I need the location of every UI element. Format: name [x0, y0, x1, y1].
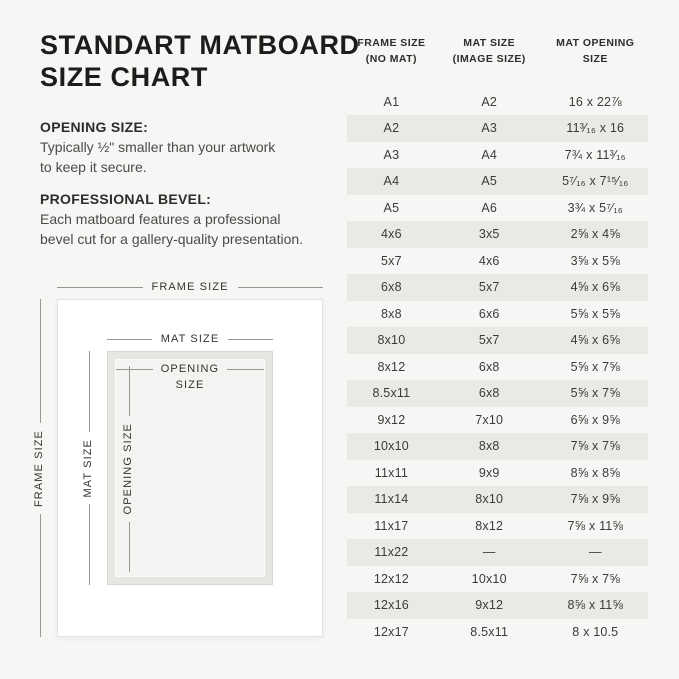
mat-size-cell: A3 — [481, 121, 498, 136]
table-row — [347, 433, 648, 460]
frame-size-cell: 11x22 — [374, 545, 409, 560]
professional-bevel-text-line2: bevel cut for a gallery-quality presentation. — [40, 230, 304, 247]
diagram-frame-size-label-left — [28, 299, 52, 637]
frame-size-cell: 8x8 — [381, 306, 402, 321]
mat-size-cell: A4 — [481, 147, 498, 162]
mat-opening-size-cell: 7⅝ x 11⅝ — [567, 518, 624, 533]
table-row — [347, 274, 648, 301]
frame-size-cell: 11x17 — [374, 518, 409, 533]
mat-size-cell: A6 — [481, 200, 498, 215]
mat-opening-size-cell: 5⅝ x 7⅝ — [570, 359, 620, 374]
mat-size-cell: 8.5x11 — [470, 624, 509, 639]
table-row — [347, 301, 648, 328]
diagram-mat-size-label-top — [107, 333, 273, 345]
table-row — [347, 89, 648, 116]
measure-line-vertical — [89, 351, 90, 432]
frame-size-cell: A2 — [383, 121, 400, 136]
frame-size-cell: A5 — [383, 200, 400, 215]
measure-line-vertical — [40, 299, 41, 423]
table-row — [347, 407, 648, 434]
measure-line — [227, 369, 264, 370]
measure-line-vertical — [129, 366, 130, 416]
mat-opening-size-cell: 2⅝ x 4⅝ — [570, 227, 620, 242]
frame-size-cell: 8x12 — [377, 359, 406, 374]
frame-size-cell: A3 — [383, 147, 400, 162]
table-row — [347, 486, 648, 513]
mat-opening-size-cell: 8⅝ x 8⅝ — [570, 465, 620, 480]
mat-size-cell: 8x10 — [475, 492, 504, 507]
mat-opening-size-cell: 5⁷⁄₁₆ x 7¹⁵⁄₁₆ — [562, 174, 629, 189]
frame-size-cell: 12x16 — [373, 598, 409, 613]
mat-size-cell: 6x8 — [478, 386, 500, 401]
professional-bevel-text — [40, 210, 340, 250]
header-mat-opening-line1: MAT OPENING — [556, 37, 635, 49]
table-row — [347, 115, 648, 142]
mat-opening-size-cell: 3¾ x 5⁷⁄₁₆ — [567, 200, 623, 215]
frame-size-cell: 10x10 — [373, 439, 409, 454]
frame-size-label-vertical-text: FRAME SIZE — [33, 429, 46, 507]
mat-opening-size-cell: 8⅝ x 11⅝ — [567, 598, 624, 613]
header-mat-opening-size — [543, 36, 648, 68]
header-mat-size — [436, 36, 543, 68]
mat-opening-size-cell: 5⅝ x 7⅝ — [570, 386, 620, 401]
opening-size-note — [40, 119, 340, 178]
measure-line-vertical — [129, 522, 130, 572]
mat-opening-size-cell: 5⅝ x 5⅝ — [570, 306, 620, 321]
mat-size-cell: 9x12 — [475, 598, 504, 613]
opening-size-text — [40, 138, 340, 178]
measure-line — [57, 287, 143, 288]
size-table — [347, 36, 648, 645]
mat-opening-size-cell: 7⅝ x 7⅝ — [570, 571, 620, 586]
mat-opening-size-cell: — — [588, 545, 602, 560]
mat-size-cell: 8x12 — [475, 518, 504, 533]
table-row — [347, 195, 648, 222]
header-frame-size-line2: (NO MAT) — [365, 52, 417, 65]
mat-size-cell: 10x10 — [471, 571, 507, 586]
opening-size-heading: OPENING SIZE: — [40, 119, 149, 135]
mat-size-label-vertical-text: MAT SIZE — [82, 438, 95, 498]
header-frame-size — [347, 36, 436, 68]
mat-size-cell: 9x9 — [478, 465, 500, 480]
table-row — [347, 327, 648, 354]
mat-opening-size-cell: 8 x 10.5 — [572, 624, 619, 639]
page-title-line1: STANDART MATBOARD — [40, 30, 360, 60]
frame-size-cell: 12x12 — [373, 571, 409, 586]
table-body — [347, 89, 648, 646]
diagram-opening-size-label-left — [112, 366, 146, 572]
frame-size-cell: 11x11 — [374, 465, 408, 480]
header-frame-size-line1: FRAME SIZE — [357, 37, 426, 49]
mat-size-cell: 5x7 — [478, 333, 500, 348]
opening-size-text-line1: Typically ½" smaller than your artwork — [40, 139, 276, 155]
measure-line-vertical — [40, 514, 41, 638]
frame-size-cell: 4x6 — [381, 227, 402, 242]
page-title-line2: SIZE CHART — [40, 61, 208, 92]
mat-opening-size-cell: 3⅝ x 5⅝ — [570, 253, 620, 268]
table-row — [347, 380, 648, 407]
mat-size-cell: A5 — [481, 174, 498, 189]
header-mat-size-line2: (IMAGE SIZE) — [452, 52, 526, 65]
page-title — [40, 30, 360, 93]
mat-size-cell: 8x8 — [478, 439, 500, 454]
table-row — [347, 168, 648, 195]
frame-size-cell: 9x12 — [377, 412, 406, 427]
opening-vertical-line2: SIZE — [122, 423, 135, 453]
frame-size-cell: 8x10 — [377, 333, 406, 348]
mat-size-cell: 6x6 — [478, 306, 500, 321]
table-row — [347, 142, 648, 169]
frame-size-cell: 8.5x11 — [372, 386, 411, 401]
diagram-frame-size-label-top — [57, 281, 323, 293]
opening-size-label-text2: SIZE — [175, 379, 205, 391]
frame-size-cell: A4 — [383, 174, 400, 189]
table-row — [347, 513, 648, 540]
frame-size-cell: A1 — [383, 94, 400, 109]
table-row — [347, 221, 648, 248]
mat-size-cell: 3x5 — [478, 227, 500, 242]
frame-size-cell: 12x17 — [373, 624, 409, 639]
mat-size-cell: 6x8 — [478, 359, 500, 374]
mat-size-cell: — — [482, 545, 496, 560]
diagram-mat-size-label-left — [77, 351, 101, 585]
table-row — [347, 460, 648, 487]
opening-size-text-line2: to keep it secure. — [40, 158, 147, 175]
table-row — [347, 619, 648, 646]
professional-bevel-heading: PROFESSIONAL BEVEL: — [40, 191, 212, 207]
header-mat-size-line1: MAT SIZE — [463, 37, 516, 49]
measure-line-vertical — [89, 504, 90, 585]
table-row — [347, 566, 648, 593]
table-row — [347, 354, 648, 381]
table-row — [347, 539, 648, 566]
mat-opening-size-cell: 11³⁄₁₆ x 16 — [566, 121, 625, 136]
mat-opening-size-cell: 7⅝ x 9⅝ — [570, 492, 620, 507]
measure-line — [238, 287, 324, 288]
mat-opening-size-cell: 4⅝ x 6⅝ — [570, 280, 620, 295]
frame-size-cell: 6x8 — [381, 280, 402, 295]
table-row — [347, 592, 648, 619]
opening-size-label-vertical-text — [122, 423, 136, 514]
mat-size-cell: 5x7 — [478, 280, 500, 295]
mat-opening-size-cell: 6⅝ x 9⅝ — [570, 412, 620, 427]
opening-size-label-text: OPENING — [160, 363, 220, 375]
professional-bevel-note — [40, 191, 340, 250]
opening-vertical-line1: OPENING — [122, 456, 135, 515]
mat-opening-size-cell: 7⅝ x 7⅝ — [570, 439, 620, 454]
professional-bevel-text-line1: Each matboard features a professional — [40, 211, 281, 227]
measure-line — [107, 339, 152, 340]
frame-size-cell: 11x14 — [374, 492, 409, 507]
mat-size-cell: 4x6 — [478, 253, 500, 268]
table-row — [347, 248, 648, 275]
mat-size-cell: A2 — [481, 94, 498, 109]
measure-line — [228, 339, 273, 340]
frame-size-label-text: FRAME SIZE — [151, 281, 229, 293]
mat-size-cell: 7x10 — [475, 412, 504, 427]
mat-opening-size-cell: 7¾ x 11³⁄₁₆ — [564, 147, 626, 162]
header-mat-opening-line2: SIZE — [582, 52, 608, 65]
table-header-row — [347, 36, 648, 68]
mat-opening-size-cell: 16 x 22⅞ — [568, 94, 622, 109]
mat-size-label-text: MAT SIZE — [160, 333, 220, 345]
frame-size-cell: 5x7 — [381, 253, 402, 268]
mat-opening-size-cell: 4⅝ x 6⅝ — [570, 333, 620, 348]
